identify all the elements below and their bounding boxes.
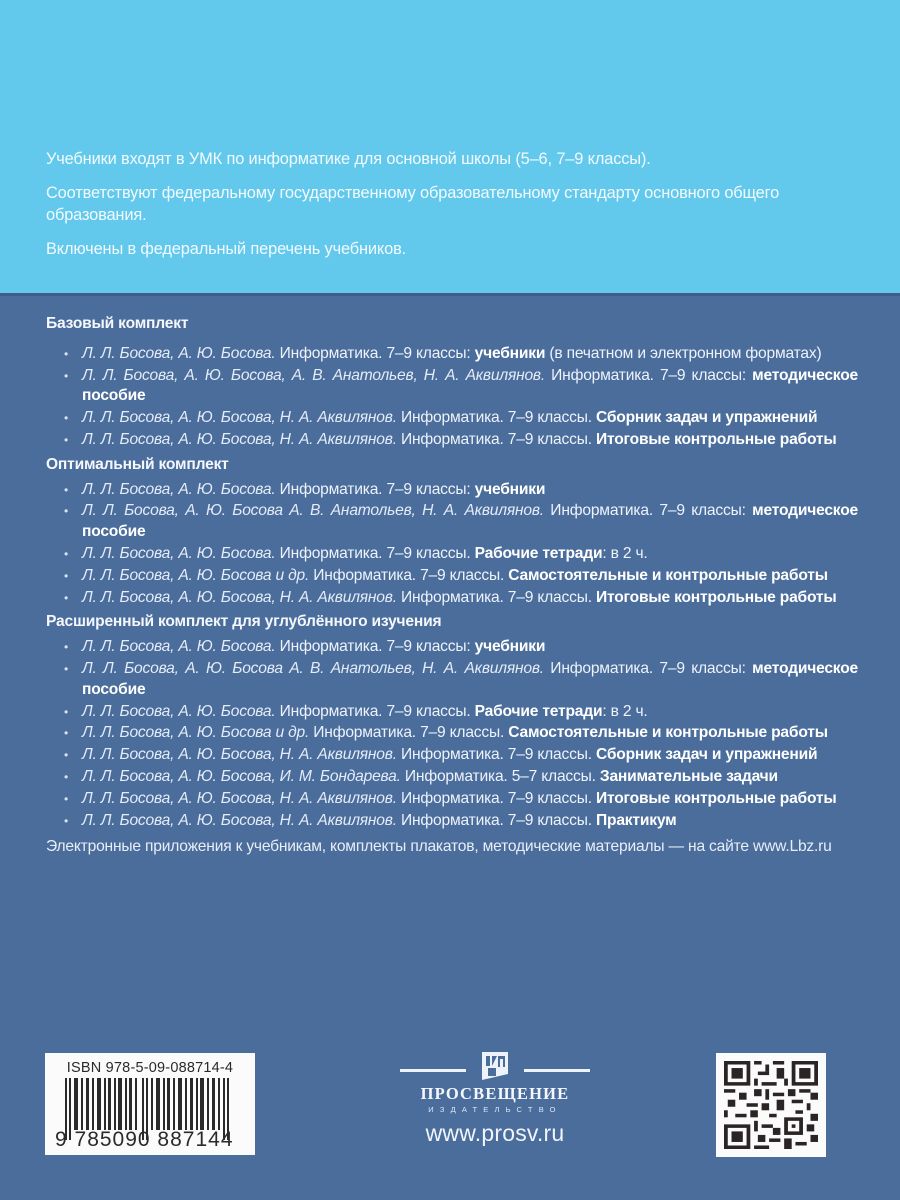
list-item (64, 544, 858, 565)
section-title: Расширенный комплект для углублённого изучения (46, 613, 442, 631)
footer-note: Электронные приложения к учебникам, комплекты плакатов, методические материалы — на сайте www.Lbz.ru (46, 838, 832, 856)
item-title: методическое пособие (82, 502, 858, 541)
item-subject: Информатика. 7–9 классы: (543, 659, 753, 677)
item-subject: Информатика. 7–9 классы. (396, 588, 596, 606)
list-item (64, 702, 858, 723)
item-subject: Информатика. 7–9 классы. (275, 702, 475, 720)
item-authors: Л. Л. Босова, А. Ю. Босова, Н. А. Аквилянов. (82, 789, 397, 807)
item-title: Сборник задач и упражнений (595, 746, 818, 764)
item-title: Занимательные задачи (599, 767, 778, 785)
intro-paragraph: Учебники входят в УМК по информатике для основной школы (5–6, 7–9 классы). (46, 150, 651, 168)
item-subject: Информатика. 7–9 классы: (545, 366, 753, 384)
qr-code-icon (724, 1061, 818, 1149)
item-authors: Л. Л. Босова, А. Ю. Босова, Н. А. Аквилянов. (82, 811, 397, 829)
item-subject: Информатика. 7–9 классы. (396, 409, 596, 427)
item-title: Итоговые контрольные работы (595, 789, 837, 807)
prosveshchenie-logo-icon (400, 1048, 590, 1082)
list-item (64, 366, 858, 408)
item-subject: Информатика. 7–9 классы: (275, 480, 475, 498)
publisher-url[interactable]: www.prosv.ru (425, 1120, 565, 1146)
kit-listing (46, 314, 858, 858)
item-authors: Л. Л. Босова, А. Ю. Босова, А. В. Анатольев, Н. А. Аквилянов. (82, 366, 545, 384)
item-authors: Л. Л. Босова, А. Ю. Босова, Н. А. Аквилянов. (82, 746, 397, 764)
item-subject: Информатика. 7–9 классы: (275, 344, 475, 362)
intro-paragraph: Соответствуют федеральному государственному образовательному стандарту основного общего образования. (46, 184, 780, 224)
item-title: Самостоятельные и контрольные работы (508, 724, 828, 742)
item-title: Рабочие тетради (474, 544, 603, 562)
list-item (64, 480, 858, 501)
publisher-subtitle: ИЗДАТЕЛЬСТВО (428, 1105, 562, 1114)
item-authors: Л. Л. Босова, А. Ю. Босова, Н. А. Аквилянов. (82, 409, 397, 427)
list-item (64, 723, 858, 744)
publisher-name: ПРОСВЕЩЕНИЕ (420, 1084, 570, 1103)
item-list (46, 637, 858, 831)
item-tail: : в 2 ч. (602, 702, 648, 720)
item-subject: Информатика. 5–7 классы. (400, 767, 600, 785)
item-authors: Л. Л. Босова, А. Ю. Босова А. В. Анатольев, Н. А. Аквилянов. (82, 659, 544, 677)
section-title: Оптимальный комплект (46, 455, 229, 473)
item-title: Практикум (595, 811, 677, 829)
item-authors: Л. Л. Босова, А. Ю. Босова. (82, 638, 276, 656)
item-title: Сборник задач и упражнений (595, 409, 818, 427)
item-title: учебники (474, 344, 546, 362)
list-item (64, 789, 858, 810)
item-subject: Информатика. 7–9 классы. (396, 430, 596, 448)
ean-digits: 9 785090 887144 (55, 1128, 234, 1151)
item-subject: Информатика. 7–9 классы: (543, 502, 753, 520)
item-authors: Л. Л. Босова, А. Ю. Босова, И. М. Бондарева. (82, 767, 401, 785)
isbn-label: ISBN 978-5-09-088714-4 (66, 1060, 234, 1076)
item-list (46, 480, 858, 609)
item-title: Итоговые контрольные работы (595, 430, 837, 448)
item-title: Самостоятельные и контрольные работы (508, 566, 828, 584)
intro-paragraph: Включены в федеральный перечень учебников. (46, 240, 407, 258)
item-title: Рабочие тетради (474, 702, 603, 720)
item-title: учебники (474, 480, 546, 498)
section-title: Базовый комплект (46, 315, 189, 332)
list-item (64, 659, 858, 701)
list-item (64, 566, 858, 587)
item-subject: Информатика. 7–9 классы. (309, 566, 509, 584)
item-title: учебники (474, 638, 546, 656)
item-authors: Л. Л. Босова, А. Ю. Босова, Н. А. Аквилянов. (82, 588, 397, 606)
publisher-block (395, 1048, 595, 1178)
item-authors: Л. Л. Босова, А. Ю. Босова А. В. Анатольев, Н. А. Аквилянов. (82, 502, 544, 520)
item-subject: Информатика. 7–9 классы. (396, 789, 596, 807)
list-item (64, 811, 858, 832)
list-item (64, 767, 858, 788)
list-item (64, 501, 858, 543)
intro-text (46, 148, 861, 272)
item-title: Итоговые контрольные работы (595, 588, 837, 606)
item-subject: Информатика. 7–9 классы. (309, 724, 509, 742)
item-authors: Л. Л. Босова, А. Ю. Босова. (82, 702, 276, 720)
item-subject: Информатика. 7–9 классы. (275, 544, 475, 562)
item-authors: Л. Л. Босова, А. Ю. Босова. (82, 544, 276, 562)
qr-code[interactable] (716, 1053, 826, 1157)
section-optimal-kit (46, 455, 858, 609)
isbn-barcode (45, 1053, 255, 1155)
list-item (64, 588, 858, 609)
item-title: методическое пособие (82, 659, 858, 698)
list-item (64, 344, 858, 365)
section-basic-kit (46, 314, 858, 451)
item-tail: (в печатном и электронном форматах) (545, 344, 822, 362)
item-title: методическое пособие (82, 366, 858, 405)
item-subject: Информатика. 7–9 классы: (275, 638, 475, 656)
item-list (46, 344, 858, 451)
item-subject: Информатика. 7–9 классы. (396, 811, 596, 829)
list-item (64, 745, 858, 766)
section-extended-kit (46, 612, 858, 831)
list-item (64, 408, 858, 429)
item-authors: Л. Л. Босова, А. Ю. Босова. (82, 480, 276, 498)
item-authors: Л. Л. Босова, А. Ю. Босова. (82, 344, 276, 362)
item-authors: Л. Л. Босова, А. Ю. Босова и др. (82, 566, 310, 584)
item-subject: Информатика. 7–9 классы. (396, 746, 596, 764)
list-item (64, 637, 858, 658)
list-item (64, 430, 858, 451)
item-tail: : в 2 ч. (602, 544, 648, 562)
item-authors: Л. Л. Босова, А. Ю. Босова, Н. А. Аквилянов. (82, 430, 397, 448)
item-authors: Л. Л. Босова, А. Ю. Босова и др. (82, 724, 310, 742)
